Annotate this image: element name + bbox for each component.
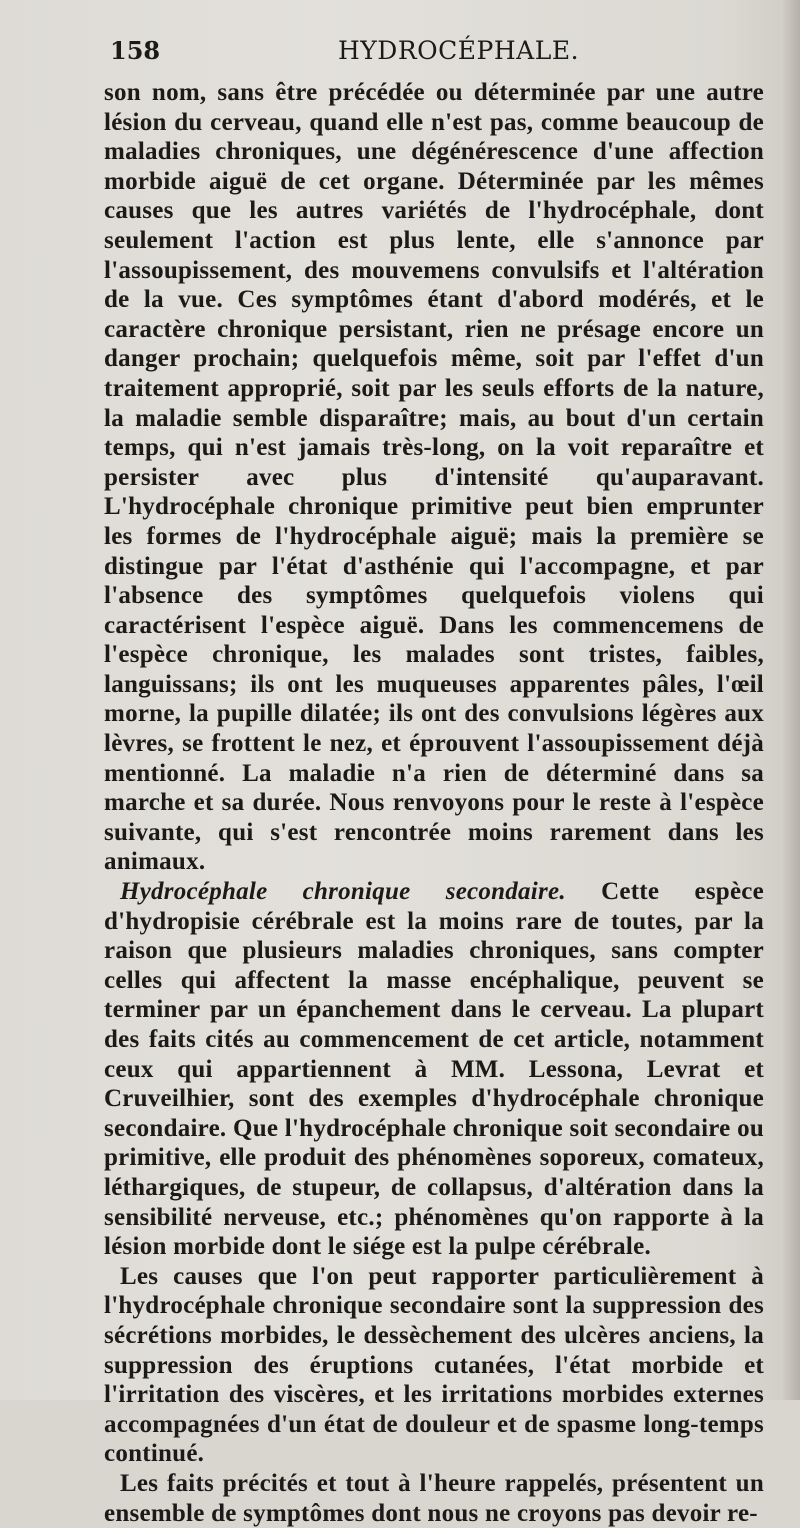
running-title: HYDROCÉPHALE.: [338, 36, 580, 65]
paragraph-2: [104, 877, 764, 1262]
section-heading: Hydrocéphale chronique secondaire.: [120, 878, 566, 906]
page-header: [110, 36, 770, 72]
paragraph-1: son nom, sans être précédée ou déterminée par une autre lésion du cerveau, quand elle n'est pas, comme beaucoup de maladies chroniques, une dégénérescence d'une affection morbide aiguë de cet organe. Déterminée par les mêmes causes que les autres variétés de l'hydrocéphale, dont seulement l'action est plus lente, elle s'annonce par l'assoupissement, des mouvemens convulsifs et l'altération de la vue. Ces symptômes étant d'abord modérés, et le caractère chronique persistant, rien ne présage encore un danger prochain; quelquefois même, soit par l'effet d'un traitement approprié, soit par les seuls efforts de la nature, la maladie semble disparaître; mais, au bout d'un certain temps, qui n'est jamais très-long, on la voit reparaître et persister avec plus d'intensité qu'auparavant. L'hydrocéphale chronique primitive peut bien emprunter les formes de l'hydrocéphale aiguë; mais la première se distingue par l'état d'asthénie qui l'accompagne, et par l'absence des symptômes quelquefois violens qui caractérisent l'espèce aiguë. Dans les commencemens de l'espèce chronique, les malades sont tristes, faibles, languissans; ils ont les muqueuses apparentes pâles, l'œil morne, la pupille dilatée; ils ont des convulsions légères aux lèvres, se frottent le nez, et éprouvent l'assoupissement déjà mentionné. La maladie n'a rien de déterminé dans sa marche et sa durée. Nous renvoyons pour le reste à l'espèce suivante, qui s'est rencontrée moins rarement dans les animaux.: [104, 79, 764, 876]
paragraph-2-text: Cette espèce d'hydropisie cérébrale est la moins rare de toutes, par la raison que plusieurs maladies chroniques, sans compter celles qui affectent la masse encéphalique, peuvent se terminer par un épanchement dans le cerveau. La plupart des faits cités au commencement de cet article, notamment ceux qui appartiennent à MM. Lessona, Levrat et Cruveilhier, sont des exemples d'hydrocéphale chronique secondaire. Que l'hydrocéphale chronique soit secondaire ou primitive, elle produit des phénomènes soporeux, comateux, léthargiques, de stupeur, de collapsus, d'altération dans la sensibilité nerveuse, etc.; phénomènes qu'on rapporte à la lésion morbide dont le siége est la pulpe cérébrale.: [104, 878, 764, 1261]
paragraph-3: Les causes que l'on peut rapporter particulièrement à l'hydrocéphale chronique secondaire sont la suppression des sécrétions morbides, le dessèchement des ulcères anciens, la suppression des éruptions cutanées, l'état morbide et l'irritation des viscères, et les irritations morbides externes accompagnées d'un état de douleur et de spasme long-temps continué.: [104, 1262, 764, 1468]
page-edge-shadow: [782, 0, 800, 1400]
page-number: 158: [110, 36, 161, 65]
body-text: [104, 78, 764, 1528]
paragraph-4: Les faits précités et tout à l'heure rappelés, présentent un ensemble de symptômes dont nous ne croyons pas devoir re-: [104, 1469, 764, 1527]
